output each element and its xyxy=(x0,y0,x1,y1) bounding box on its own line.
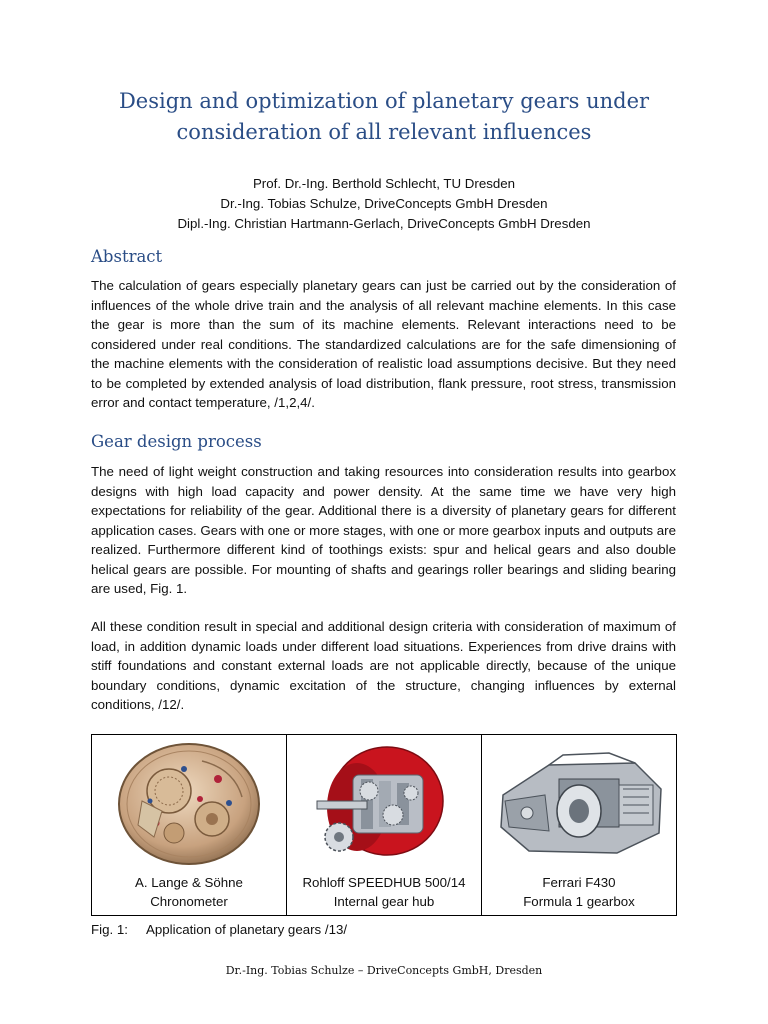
watch-movement-icon xyxy=(114,741,264,867)
gear-design-text-1: The need of light weight construction and taking resources into consideration results into gearbox designs with high load capacity and power density. At the same time we have very high expectations for reliability of the gear. Additional there is a diversity of planetary gears for different application cases. Gears with one or more stages, with one or more gearbox inputs and outputs are realized. Furthermore different kind of toothings exists: spur and helical gears and also double helical gears are possible. For mounting of shafts and gearings roller bearings and sliding bearing are used, Fig. 1. xyxy=(91,464,676,596)
author-list xyxy=(80,174,688,234)
ferrari-gearbox-image xyxy=(482,735,676,873)
caption-ferrari-line-1: Ferrari F430 xyxy=(542,875,616,890)
abstract-paragraph xyxy=(91,276,676,413)
gear-hub-icon xyxy=(309,741,459,867)
caption-chronometer-line-1: A. Lange & Söhne xyxy=(135,875,243,890)
figure-caption xyxy=(91,920,347,939)
speedhub-image xyxy=(287,735,481,873)
caption-chronometer-line-2: Chronometer xyxy=(150,894,228,909)
author-2: Dr.-Ing. Tobias Schulze, DriveConcepts GmbH Dresden xyxy=(220,196,548,211)
caption-speedhub-line-2: Internal gear hub xyxy=(333,894,435,909)
caption-ferrari-line-2: Formula 1 gearbox xyxy=(523,894,635,909)
author-3: Dipl.-Ing. Christian Hartmann-Gerlach, DriveConcepts GmbH Dresden xyxy=(177,216,591,231)
page-footer: Dr.-Ing. Tobias Schulze – DriveConcepts GmbH, Dresden xyxy=(225,964,543,977)
author-1: Prof. Dr.-Ing. Berthold Schlecht, TU Dresden xyxy=(252,176,516,191)
gear-design-paragraph-1 xyxy=(91,462,676,599)
abstract-text: The calculation of gears especially planetary gears can just be carried out by the consideration of influences of the whole drive train and the analysis of all relevant machine elements. In this case the gear is more than the sum of its machine elements. Relevant interactions need to be considered under real conditions. The standardized calculations are for the safe dimensioning of the machine elements with the consideration of realistic load assumptions decisive. But they need to be completed by extended analysis of load distribution, flank pressure, root stress, transmission error and contact temperature, /1,2,4/. xyxy=(91,278,676,410)
figure-table xyxy=(91,734,677,916)
figure-cell-ferrari xyxy=(482,735,677,916)
figure-caption-text: Application of planetary gears /13/ xyxy=(146,922,348,937)
gearbox-icon xyxy=(489,741,669,867)
paper-title xyxy=(80,86,688,148)
gear-design-heading: Gear design process xyxy=(91,432,262,451)
abstract-heading: Abstract xyxy=(91,247,163,266)
caption-speedhub-line-1: Rohloff SPEEDHUB 500/14 xyxy=(302,875,466,890)
title-line-2: consideration of all relevant influences xyxy=(176,120,592,144)
chronometer-image xyxy=(92,735,286,873)
figure-cell-speedhub xyxy=(287,735,482,916)
title-line-1: Design and optimization of planetary gears under xyxy=(118,89,650,113)
figure-cell-chronometer xyxy=(92,735,287,916)
gear-design-paragraph-2 xyxy=(91,617,676,715)
figure-label: Fig. 1: xyxy=(91,922,128,937)
gear-design-text-2: All these condition result in special and additional design criteria with consideration of maximum of load, in addition dynamic loads under different load situations. Experiences from drive drains with stiff foundations and constant external loads are not applicable directly, because of the unique boundary conditions, dynamic excitation of the structure, changing influences by external conditions, /12/. xyxy=(91,619,676,712)
